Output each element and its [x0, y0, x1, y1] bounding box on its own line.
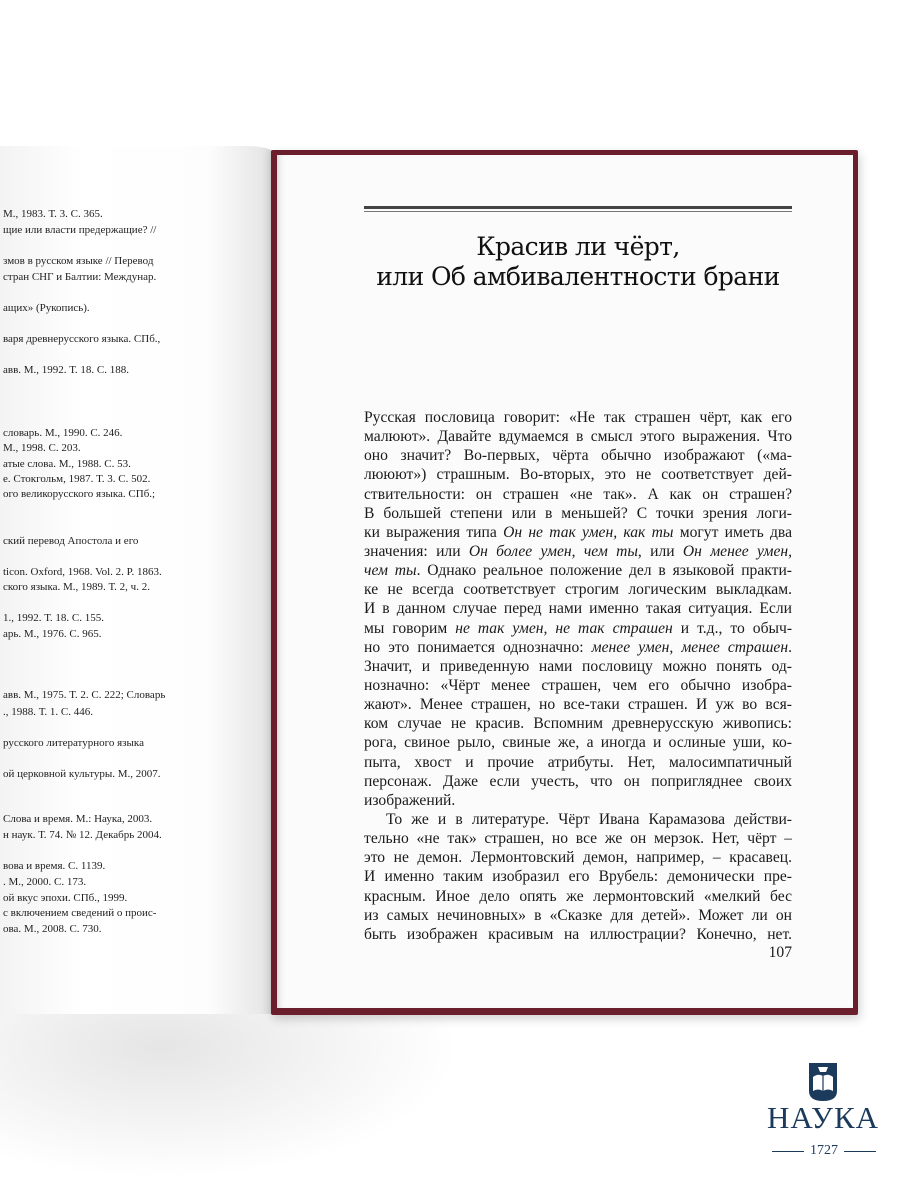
reference-line: е. Стокгольм, 1987. Т. 3. С. 502.: [3, 473, 151, 485]
year-dash-right: [844, 1151, 876, 1152]
chapter-body-text: [364, 408, 792, 944]
reference-line: ащих» (Рукопись).: [3, 302, 90, 314]
publisher-name: НАУКА: [766, 1100, 880, 1135]
reference-line: щие или власти предержащие? //: [3, 224, 157, 236]
chapter-rule-thick: [364, 206, 792, 209]
text-segment: персонаж. Даже если учесть, что он попригляднее своих: [364, 772, 792, 790]
reference-line: Слова и время. М.: Наука, 2003.: [3, 813, 153, 825]
reference-line: ский перевод Апостола и его: [3, 535, 139, 547]
reference-line: ского языка. М., 1989. Т. 2, ч. 2.: [3, 581, 150, 593]
text-line: [364, 810, 792, 829]
reference-line: М., 1998. С. 203.: [3, 442, 81, 454]
text-segment: из самых нечиновных» в «Сказке для детей». Может ли он: [364, 906, 792, 924]
italic-phrase: Он не так умен, как ты: [503, 523, 674, 541]
text-segment: ствительности: он страшен «не так». А как он страшен?: [364, 485, 792, 503]
year-dash-left: [772, 1151, 804, 1152]
reference-line: 1., 1992. Т. 18. С. 155.: [3, 612, 104, 624]
text-line: [364, 580, 792, 599]
reference-line: стран СНГ и Балтии: Междунар.: [3, 271, 157, 283]
text-line: [364, 772, 792, 791]
text-segment: красным. Иное дело опять же лермонтовский «мелкий бес: [364, 887, 792, 905]
text-line: [364, 714, 792, 733]
text-segment: ки выражения типа: [364, 523, 504, 541]
text-line: [364, 465, 792, 484]
left-page: [0, 146, 277, 1014]
reference-line: словарь. М., 1990. С. 246.: [3, 427, 123, 439]
text-segment: И в данном случае перед нами именно такая ситуация. Если: [364, 600, 792, 618]
text-line: [364, 925, 792, 944]
text-line: [364, 599, 792, 618]
italic-phrase: менее умен, менее страшен: [591, 638, 789, 656]
text-line: [364, 427, 792, 446]
text-line: [364, 408, 792, 427]
text-segment: ком случае не красив. Вспомним древнерусскую живопись:: [364, 715, 792, 733]
reference-line: авв. М., 1975. Т. 2. С. 222; Словарь: [3, 689, 166, 701]
text-segment: это не демон. Лермонтовский демон, например, – красавец.: [364, 849, 792, 867]
text-segment: В большей степени или в меньшей? С точки зрения логи-: [364, 504, 792, 522]
text-segment: тельно «не так» страшен, но все же он мерзок. Нет, чёрт –: [364, 830, 792, 848]
italic-phrase: чем ты: [364, 562, 417, 580]
reference-line: варя древнерусского языка. СПб.,: [3, 333, 161, 345]
text-segment: но это понимается однозначно:: [364, 638, 592, 656]
text-segment: То же и в литературе. Чёрт Ивана Карамазова действи-: [386, 810, 792, 828]
text-segment: значения: или: [364, 542, 469, 560]
text-line: [364, 485, 792, 504]
book-shadow: [0, 990, 460, 1180]
italic-phrase: не так умен, не так страшен: [455, 619, 673, 637]
reference-line: вова и время. С. 1139.: [3, 860, 106, 872]
text-segment: Русская пословица говорит: «Не так страшен чёрт, как его: [364, 409, 792, 426]
publisher-year-row: [772, 1142, 876, 1160]
text-segment: , или: [637, 542, 683, 560]
reference-line: ова. М., 2008. С. 730.: [3, 923, 102, 935]
reference-line: с включением сведений о проис-: [3, 907, 157, 919]
text-line: [364, 504, 792, 523]
text-line: [364, 887, 792, 906]
chapter-rule-thin: [364, 211, 792, 212]
reference-line: ой церковной культуры. М., 2007.: [3, 768, 161, 780]
reference-line: ticon. Oxford, 1968. Vol. 2. P. 1863.: [3, 566, 162, 578]
text-segment: .: [788, 638, 792, 656]
text-segment: оно значит? Во-первых, чёрта обычно изображают («ма-: [364, 447, 792, 465]
text-line: [364, 753, 792, 772]
text-segment: мы говорим: [364, 619, 456, 637]
text-line: [364, 619, 792, 638]
text-segment: рога, свиное рыло, свиные же, а иногда и ослиные уши, ко-: [364, 734, 792, 752]
text-segment: лююют») страшным. Во-вторых, это не соответствует дей-: [364, 466, 792, 484]
text-segment: пыта, хвост и прочие атрибуты. Нет, малосимпатичный: [364, 753, 792, 771]
text-segment: и т.д., то обыч-: [672, 619, 792, 637]
reference-line: русского литературного языка: [3, 737, 144, 749]
text-line: [364, 542, 792, 561]
chapter-title-line-2: или Об амбивалентности брани: [376, 262, 780, 291]
text-segment: . Однако реальное положение дел в языковой практи-: [416, 562, 792, 580]
italic-phrase: Он более умен, чем ты: [468, 542, 638, 560]
text-line: [364, 829, 792, 848]
text-segment: И именно таким изобразил его Врубель: демонически пре-: [364, 868, 792, 886]
italic-phrase: Он менее умен,: [682, 542, 792, 560]
text-line: [364, 446, 792, 465]
reference-line: М., 1983. Т. 3. С. 365.: [3, 208, 103, 220]
reference-line: н наук. Т. 74. № 12. Декабрь 2004.: [3, 829, 162, 841]
text-line: [364, 523, 792, 542]
reference-line: авв. М., 1992. Т. 18. С. 188.: [3, 364, 130, 376]
text-line: [364, 867, 792, 886]
text-segment: быть изображен красивым на иллюстрации? Конечно, нет.: [364, 925, 792, 943]
reference-line: атые слова. М., 1988. С. 53.: [3, 458, 131, 470]
text-line: [364, 906, 792, 925]
chapter-title-line-1: Красив ли чёрт,: [476, 232, 680, 261]
text-line: [364, 791, 792, 810]
text-line: [364, 676, 792, 695]
text-segment: могут иметь два: [673, 523, 792, 541]
text-segment: Значит, и приведенную нами пословицу можно понять од-: [364, 657, 792, 675]
reference-line: ., 1988. Т. 1. С. 446.: [3, 706, 93, 718]
text-line: [364, 638, 792, 657]
publisher-year: 1727: [810, 1143, 838, 1158]
text-line: [364, 657, 792, 676]
reference-line: арь. М., 1976. С. 965.: [3, 628, 102, 640]
reference-line: . М., 2000. С. 173.: [3, 876, 87, 888]
reference-line: ого великорусского языка. СПб.;: [3, 488, 156, 500]
text-segment: нозначно: «Чёрт менее страшен, чем его обычно изобра-: [364, 676, 792, 694]
text-segment: ке не всегда соответствует строгим логическим выкладкам.: [364, 581, 792, 599]
text-line: [364, 733, 792, 752]
reference-line: ой вкус эпохи. СПб., 1999.: [3, 892, 128, 904]
text-segment: малюют». Давайте вдумаемся в смысл этого выражения. Что: [364, 428, 792, 446]
reference-line: змов в русском языке // Перевод: [3, 255, 154, 267]
book-emblem-icon: [807, 1061, 839, 1103]
text-line: [364, 561, 792, 580]
text-segment: изображений.: [364, 791, 456, 809]
text-line: [364, 848, 792, 867]
text-line: [364, 695, 792, 714]
text-segment: жают». Менее страшен, но все-таки страшен. И уж во вся-: [364, 696, 792, 714]
page-number: 107: [768, 944, 792, 961]
